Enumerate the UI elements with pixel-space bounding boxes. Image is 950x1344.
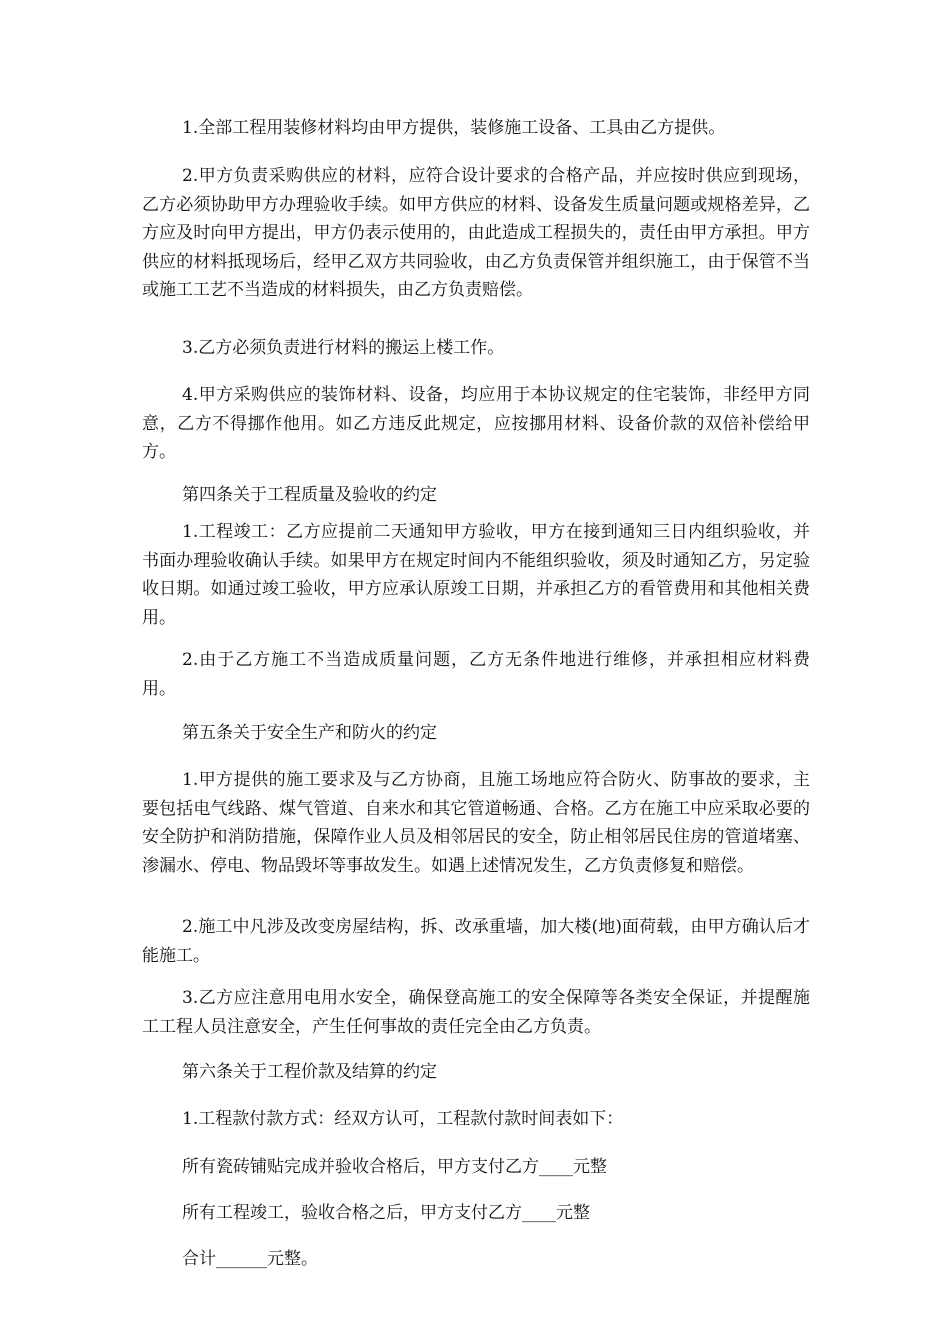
section-heading-6: 第六条关于工程价款及结算的约定: [182, 1062, 437, 1082]
paragraph-materials-2: 2.甲方负责采购供应的材料，应符合设计要求的合格产品，并应按时供应到现场，乙方必须协助甲方办理验收手续。如甲方供应的材料、设备发生质量问题或规格差异，乙方应及时向甲方提出，甲方仍表示使用的，由此造成工程损失的，责任由甲方承担。甲方供应的材料抵现场后，经甲乙双方共同验收，由乙方负责保管并组织施工，由于保管不当或施工工艺不当造成的材料损失，由乙方负责赔偿。: [142, 166, 810, 300]
section-heading-4: 第四条关于工程质量及验收的约定: [182, 485, 437, 505]
paragraph-materials-1: 1.全部工程用装修材料均由甲方提供，装修施工设备、工具由乙方提供。: [182, 118, 726, 138]
paragraph-materials-4: 4.甲方采购供应的装饰材料、设备，均应用于本协议规定的住宅装饰，非经甲方同意，乙方不得挪作他用。如乙方违反此规定，应按挪用材料、设备价款的双倍补偿给甲方。: [142, 385, 810, 462]
section-heading-5: 第五条关于安全生产和防火的约定: [182, 723, 437, 743]
paragraph-quality-1: 1.工程竣工：乙方应提前二天通知甲方验收，甲方在接到通知三日内组织验收，并书面办理验收确认手续。如果甲方在规定时间内不能组织验收，须及时通知乙方，另定验收日期。如通过竣工验收，甲方应承认原竣工日期，并承担乙方的看管费用和其他相关费用。: [142, 522, 810, 628]
paragraph-safety-2: 2.施工中凡涉及改变房屋结构，拆、改承重墙，加大楼(地)面荷载，由甲方确认后才能施工。: [142, 917, 810, 966]
payment-line-completion: 所有工程竣工，验收合格之后，甲方支付乙方____元整: [182, 1203, 590, 1223]
paragraph-safety-1: 1.甲方提供的施工要求及与乙方协商，且施工场地应符合防火、防事故的要求，主要包括电气线路、煤气管道、自来水和其它管道畅通、合格。乙方在施工中应采取必要的安全防护和消防措施，保障作业人员及相邻居民的安全，防止相邻居民住房的管道堵塞、渗漏水、停电、物品毁坏等事故发生。如遇上述情况发生，乙方负责修复和赔偿。: [142, 770, 810, 876]
paragraph-payment-1: 1.工程款付款方式：经双方认可，工程款付款时间表如下：: [182, 1109, 624, 1129]
paragraph-quality-2: 2.由于乙方施工不当造成质量问题，乙方无条件地进行维修，并承担相应材料费用。: [142, 650, 810, 699]
payment-total: 合计______元整。: [182, 1249, 318, 1269]
paragraph-safety-3: 3.乙方应注意用电用水安全，确保登高施工的安全保障等各类安全保证，并提醒施工工程人员注意安全，产生任何事故的责任完全由乙方负责。: [142, 988, 810, 1037]
payment-line-tiles: 所有瓷砖铺贴完成并验收合格后，甲方支付乙方____元整: [182, 1157, 607, 1177]
paragraph-materials-3: 3.乙方必须负责进行材料的搬运上楼工作。: [182, 338, 505, 358]
